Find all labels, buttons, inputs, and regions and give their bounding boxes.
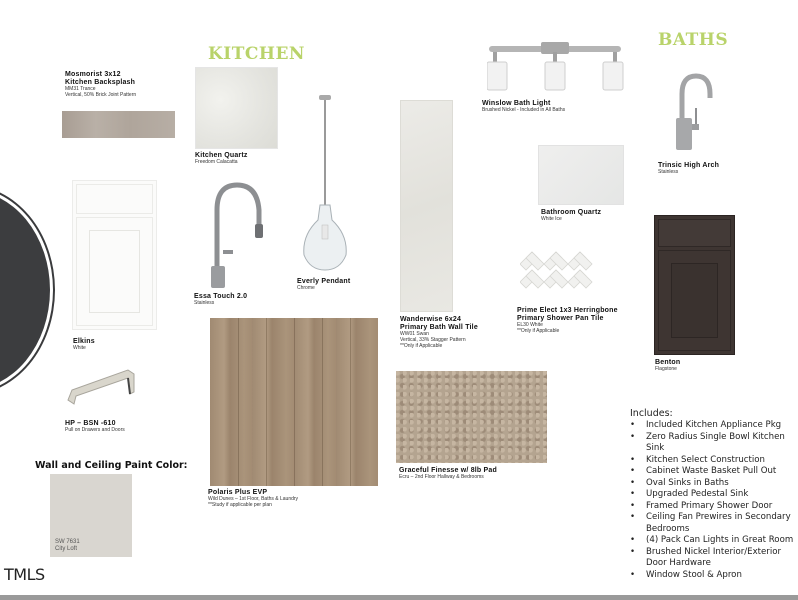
white-cabinet-door-image — [72, 180, 157, 330]
bath-cabinet-label: Benton Flagstone — [655, 359, 681, 373]
backsplash-label: Mosmorist 3x12 Kitchen Backsplash MM31 Trance Vertical, 50% Brick Joint Pattern — [65, 71, 137, 98]
kitchen-quartz-label: Kitchen Quartz Freedom Calacatta — [195, 152, 248, 166]
includes-title: Includes: — [630, 408, 673, 419]
wall-tile-label: Wanderwise 6x24 Primary Bath Wall Tile WW01 Swan Vertical, 33% Stagger Pattern **Only if Applicable — [400, 316, 478, 349]
list-item: • Zero Radius Single Bowl Kitchen Sink — [630, 432, 798, 455]
list-item: • Cabinet Waste Basket Pull Out — [630, 466, 798, 478]
list-item: • Included Kitchen Appliance Pkg — [630, 420, 798, 432]
hardware-label: HP – BSN -610 Pull on Drawers and Doors — [65, 420, 125, 434]
bottom-border — [0, 595, 798, 600]
list-item: • Brushed Nickel Interior/Exterior Door Hardware — [630, 547, 798, 570]
carpet-swatch — [396, 371, 547, 463]
dark-cabinet-door-image — [654, 215, 735, 355]
backsplash-tile-swatch — [62, 111, 175, 138]
pendant-light-icon — [300, 95, 350, 275]
paint-color-swatch — [50, 474, 132, 557]
kitchen-title: KITCHEN — [208, 44, 305, 64]
bath-faucet-label: Trinsic High Arch Stainless — [658, 162, 720, 176]
list-item: • Ceiling Fan Prewires in Secondary Bedrooms — [630, 512, 798, 535]
kitchen-quartz-swatch — [195, 67, 278, 149]
evp-flooring-swatch — [210, 318, 378, 486]
cabinet-pull-icon — [62, 362, 142, 412]
list-item: • Oval Sinks in Baths — [630, 478, 798, 490]
mls-watermark: TMLS — [4, 565, 45, 584]
list-item: • Window Stool & Apron — [630, 570, 798, 582]
list-item: • Framed Primary Shower Door — [630, 501, 798, 513]
kitchen-cabinet-label: Elkins White — [73, 338, 95, 352]
bathroom-quartz-label: Bathroom Quartz White Ice — [541, 209, 602, 223]
list-item: • Upgraded Pedestal Sink — [630, 489, 798, 501]
bath-wall-tile-swatch — [400, 100, 453, 312]
kitchen-faucet-label: Essa Touch 2.0 Stainless — [194, 293, 248, 307]
herringbone-tile-swatch — [520, 244, 600, 300]
pendant-label: Everly Pendant Chrome — [297, 278, 351, 292]
list-item: • (4) Pack Can Lights in Great Room — [630, 535, 798, 547]
paint-code: SW 7631 — [55, 538, 80, 545]
decorative-circle — [0, 185, 55, 395]
bathroom-quartz-swatch — [538, 145, 624, 205]
kitchen-faucet-icon — [205, 180, 265, 292]
bath-faucet-icon — [668, 72, 718, 157]
bath-light-label: Winslow Bath Light Brushed Nickel - Included in All Baths — [482, 100, 566, 114]
paint-name: City Loft — [55, 545, 78, 552]
list-item: • Kitchen Select Construction — [630, 455, 798, 467]
paint-heading: Wall and Ceiling Paint Color: — [35, 460, 188, 471]
includes-list — [630, 408, 798, 581]
bath-light-fixture-icon — [487, 40, 627, 95]
shower-tile-label: Prime Elect 1x3 Herringbone Primary Shower Pan Tile EL30 White **Only if Applicable — [517, 307, 618, 334]
baths-title: BATHS — [658, 30, 729, 50]
evp-label: Polaris Plus EVP Wild Dunes – 1st Floor, Baths & Laundry **Study if applicable per plan — [208, 489, 299, 508]
carpet-label: Graceful Finesse w/ 8lb Pad Ecru – 2nd Floor Hallway & Bedrooms — [399, 467, 497, 481]
